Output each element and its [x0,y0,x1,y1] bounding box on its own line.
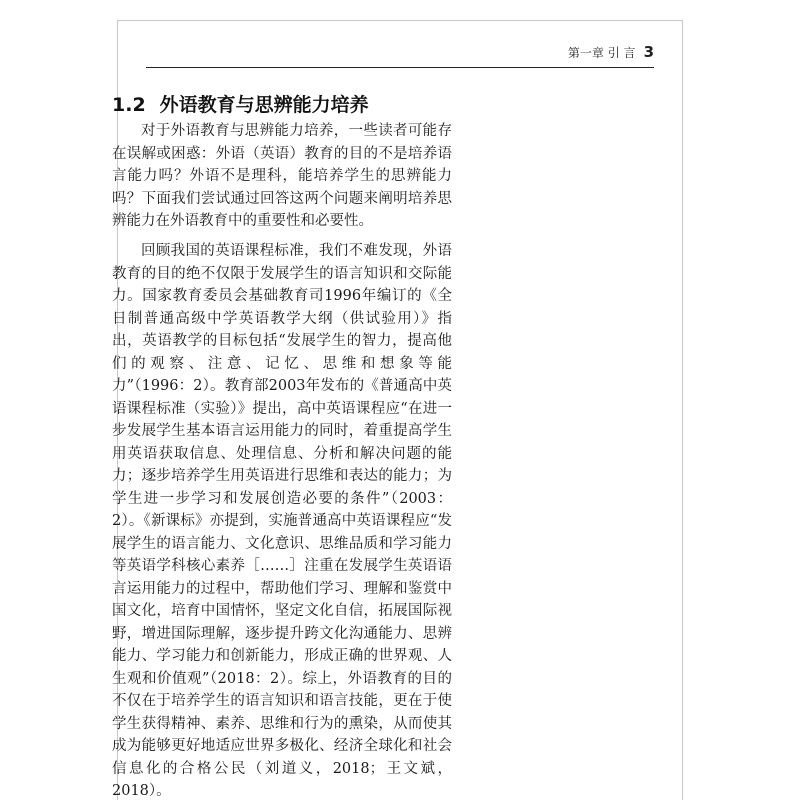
section-heading [112,90,369,117]
section-title: 外语教育与思辨能力培养 [159,94,369,116]
section-number: 1.2 [112,94,146,116]
running-header [568,43,654,61]
page-number: 3 [643,43,654,61]
chapter-title: 第一章 引 言 [567,46,636,60]
header-rule [146,67,654,68]
paragraph-intro: 对于外语教育与思辨能力培养，一些读者可能存在误解或困惑：外语（英语）教育的目的不是培养语言能力吗？外语不是理科，能培养学生的思辨能力吗？下面我们尝试通过回答这两个问题来阐明培养思辨能力在外语教育中的重要性和必要性。 [112,123,452,229]
paragraph-curriculum: 回顾我国的英语课程标准，我们不难发现，外语教育的目的绝不仅限于发展学生的语言知识和交际能力。国家教育委员会基础教育司1996年编订的《全日制普通高级中学英语教学大纲（供试验用）》指出，英语教学的目标包括“发展学生的智力，提高他们的观察、注意、记忆、思维和想象等能力”（1996：2）。教育部2003年发布的《普通高中英语课程标准（实验）》提出，高中英语课程应“在进一步发展学生基本语言运用能力的同时，着重提高学生用英语获取信息、处理信息、分析和解决问题的能力；逐步培养学生用英语进行思维和表达的能力；为学生进一步学习和发展创造必要的条件”（2003：2）。《新课标》亦提到，实施普通高中英语课程应“发展学生的语言能力、文化意识、思维品质和学习能力等英语学科核心素养［……］注重在发展学生英语语言运用能力的过程中，帮助他们学习、理解和鉴赏中国文化，培育中国情怀，坚定文化自信，拓展国际视野，增进国际理解，逐步提升跨文化沟通能力、思辨能力、学习能力和创新能力，形成正确的世界观、人生观和价值观”（2018：2）。综上，外语教育的目的不仅在于培养学生的语言知识和语言技能，更在于使学生获得精神、素养、思维和行为的熏染，从而使其成为能够更好地适应世界多极化、经济全球化和社会信息化的合格公民（刘道义，2018；王文斌，2018）。 [112,243,452,799]
